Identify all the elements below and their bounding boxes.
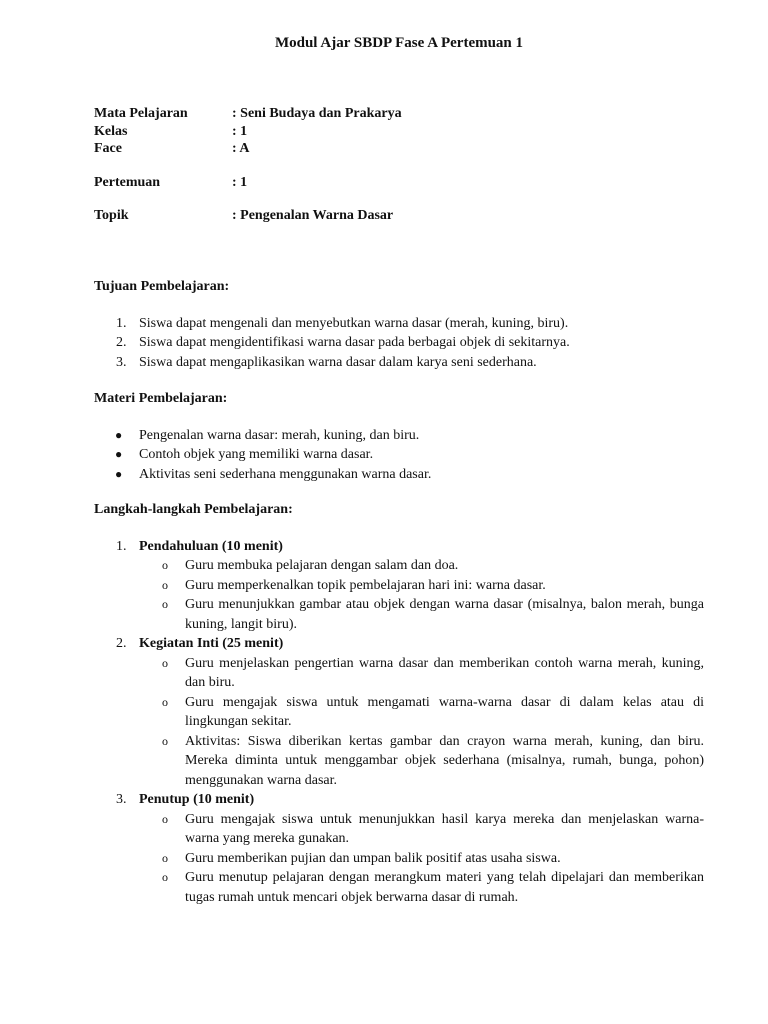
item-number: 1.: [116, 315, 127, 331]
circle-bullet-icon: o: [162, 577, 168, 592]
bullet-icon: ●: [115, 427, 123, 442]
step-title: Pendahuluan (10 menit): [139, 538, 283, 554]
meta-value: : 1: [232, 174, 248, 190]
sub-item-text: Guru mengajak siswa untuk menunjukkan hasil karya mereka dan menjelaskan warna-warna yang mereka gunakan.: [185, 811, 704, 846]
item-number: 2.: [116, 335, 127, 350]
circle-bullet-icon: o: [162, 597, 168, 611]
meta-value: : Pengenalan Warna Dasar: [232, 208, 394, 223]
meta-row: [94, 174, 704, 192]
sub-item: [139, 732, 704, 791]
circle-bullet-icon: o: [162, 850, 168, 865]
sub-item: [139, 556, 704, 576]
circle-bullet-icon: o: [162, 655, 168, 670]
step-sublist: [139, 810, 704, 908]
sub-item: [139, 849, 704, 869]
circle-bullet-icon: o: [162, 870, 168, 884]
meta-row: [94, 123, 704, 141]
meta-row: [94, 105, 704, 123]
step-sublist: [139, 556, 704, 634]
list-item: [94, 333, 704, 353]
sub-item: [139, 576, 704, 596]
sub-item: [139, 654, 704, 693]
meta-key: Face: [94, 141, 122, 156]
circle-bullet-icon: o: [162, 558, 168, 572]
item-text: Siswa dapat mengenali dan menyebutkan warna dasar (merah, kuning, biru).: [139, 315, 569, 331]
meta-value: : A: [232, 141, 250, 156]
step-sublist: [139, 654, 704, 791]
circle-bullet-icon: o: [162, 694, 168, 709]
meta-key: Pertemuan: [94, 174, 161, 190]
sub-item-text: Guru mengajak siswa untuk mengamati warna-warna dasar di dalam kelas atau di lingkungan sekitar.: [185, 694, 704, 729]
meta-value: : 1: [232, 123, 248, 139]
meta-row: [94, 207, 704, 225]
sub-item-text: Guru memperkenalkan topik pembelajaran hari ini: warna dasar.: [185, 577, 546, 593]
item-text: Contoh objek yang memiliki warna dasar.: [139, 447, 374, 462]
list-item: [94, 314, 704, 334]
meta-key: Mata Pelajaran: [94, 106, 188, 121]
meta-value: : Seni Budaya dan Prakarya: [232, 106, 402, 121]
meta-key: Topik: [94, 208, 129, 223]
step-item: [94, 634, 704, 790]
item-text: Pengenalan warna dasar: merah, kuning, dan biru.: [139, 427, 420, 443]
step-item: [94, 537, 704, 635]
sub-item: [139, 595, 704, 634]
circle-bullet-icon: o: [162, 733, 168, 748]
step-item: [94, 790, 704, 907]
bullet-icon: ●: [115, 466, 123, 481]
section-heading: Tujuan Pembelajaran:: [94, 279, 230, 294]
item-text: Aktivitas seni sederhana menggunakan warna dasar.: [139, 466, 432, 482]
meta-spacer: [94, 158, 704, 174]
sub-item-text: Guru menutup pelajaran dengan merangkum materi yang telah dipelajari dan memberikan tugas rumah untuk mencari objek berwarna dasar di rumah.: [185, 870, 704, 905]
list-item: [94, 353, 704, 373]
list-item: [94, 445, 704, 465]
circle-bullet-icon: o: [162, 811, 168, 826]
document-title: Modul Ajar SBDP Fase A Pertemuan 1: [274, 35, 524, 51]
list-item: [94, 465, 704, 485]
item-number: 3.: [116, 354, 127, 370]
sub-item-text: Guru memberikan pujian dan umpan balik positif atas usaha siswa.: [185, 850, 561, 866]
sub-item: [139, 868, 704, 907]
sub-item: [139, 693, 704, 732]
step-title: Penutup (10 menit): [139, 792, 255, 807]
section-tujuan: [94, 277, 704, 372]
materi-list: [94, 426, 704, 485]
item-text: Siswa dapat mengaplikasikan warna dasar dalam karya seni sederhana.: [139, 354, 537, 370]
meta-block: [94, 105, 704, 225]
sub-item-text: Aktivitas: Siswa diberikan kertas gambar dan crayon warna merah, kuning, dan biru. Mereka diminta untuk menggambar objek sederhana (misalnya, rumah, bunga, pohon) menggunakan warna dasar.: [185, 733, 704, 788]
section-langkah: [94, 500, 704, 907]
tujuan-list: [94, 314, 704, 373]
list-item: [94, 426, 704, 446]
step-number: 2.: [116, 636, 127, 651]
sub-item-text: Guru membuka pelajaran dengan salam dan doa.: [185, 558, 459, 573]
langkah-list: [94, 537, 704, 908]
step-title: Kegiatan Inti (25 menit): [139, 636, 284, 651]
sub-item-text: Guru menunjukkan gambar atau objek dengan warna dasar (misalnya, balon merah, bunga kuning, langit biru).: [185, 597, 704, 632]
meta-row: [94, 140, 704, 158]
section-materi: [94, 389, 704, 484]
meta-spacer: [94, 191, 704, 207]
item-text: Siswa dapat mengidentifikasi warna dasar pada berbagai objek di sekitarnya.: [139, 335, 570, 350]
sub-item-text: Guru menjelaskan pengertian warna dasar dan memberikan contoh warna merah, kuning, dan biru.: [185, 655, 704, 690]
section-heading: Langkah-langkah Pembelajaran:: [94, 502, 293, 517]
meta-key: Kelas: [94, 123, 128, 139]
step-number: 3.: [116, 792, 127, 807]
step-number: 1.: [116, 538, 127, 554]
bullet-icon: ●: [115, 447, 123, 461]
sub-item: [139, 810, 704, 849]
section-heading: Materi Pembelajaran:: [94, 391, 228, 406]
